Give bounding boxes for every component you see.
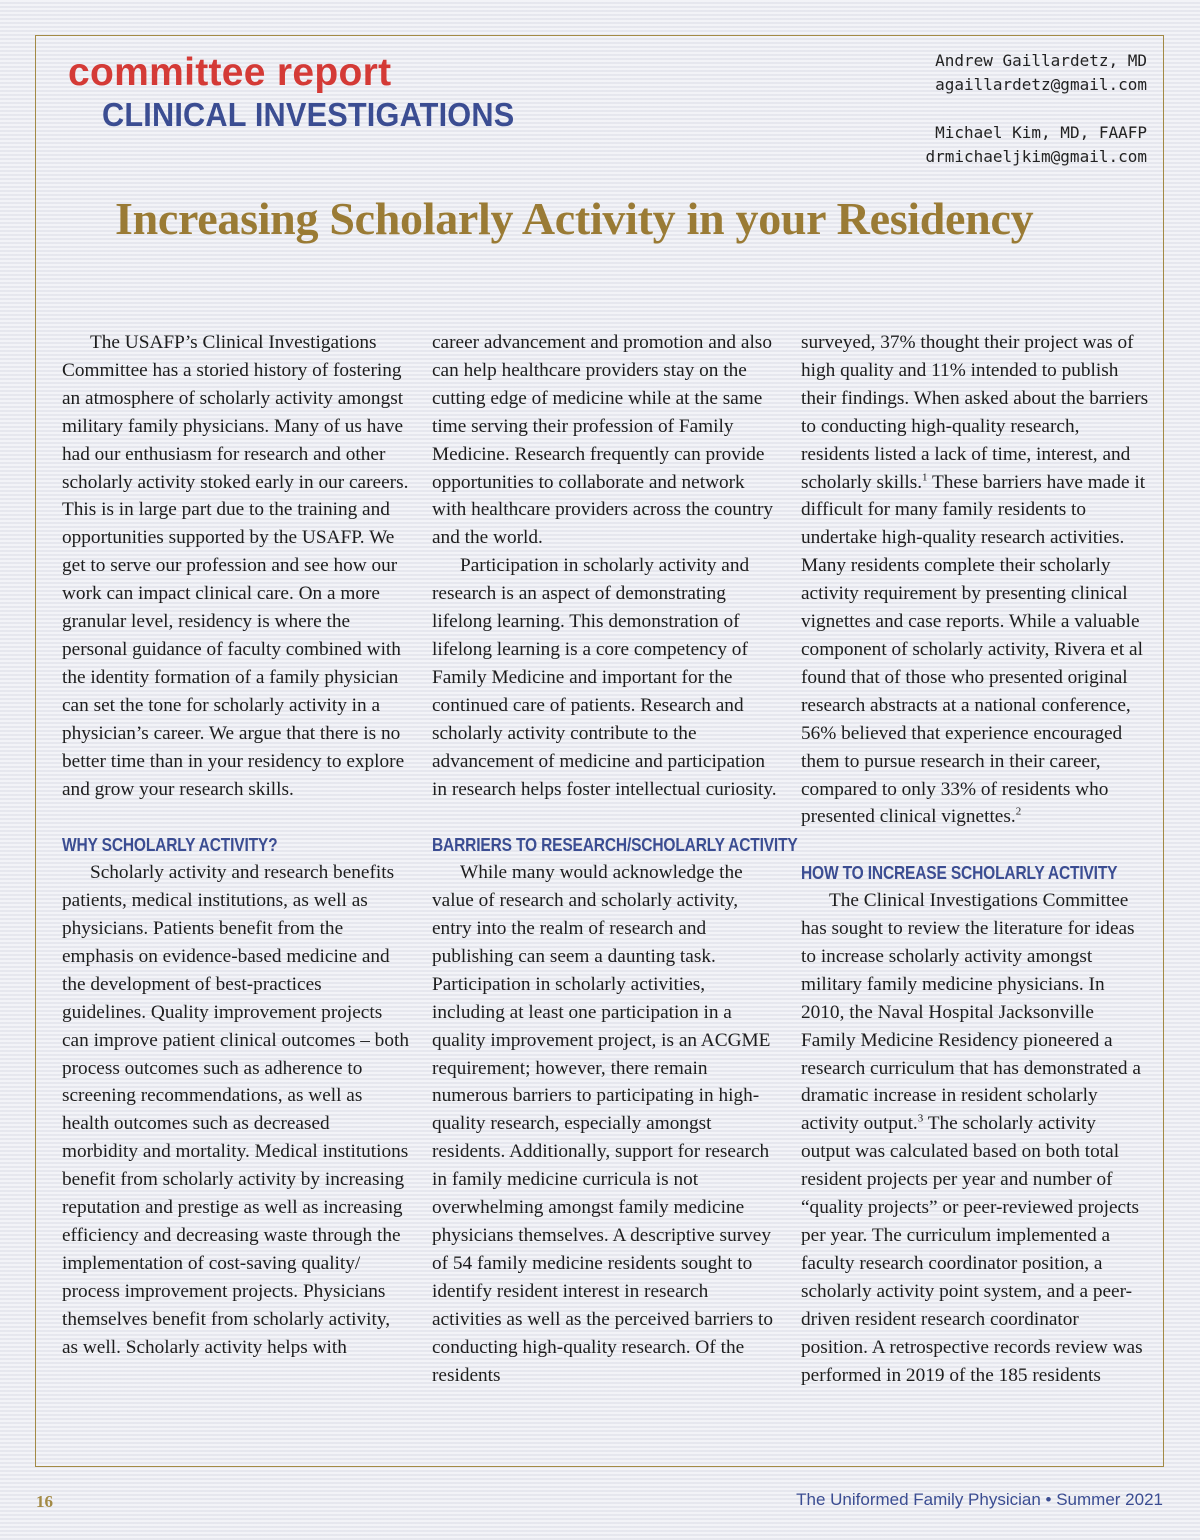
publication-footer: The Uniformed Family Physician • Summer 2021	[796, 1490, 1163, 1509]
author-2-name: Michael Kim, MD, FAAFP	[935, 123, 1147, 142]
lifelong-learning-paragraph: Participation in scholarly activity and research is an aspect of demonstrating lifelong learning. This demonstration of lifelong learning is a core competency of Family Medicine and important for the continued care of patients. Research and scholarly activity contribute to the advancement of medicine and participation in research helps foster intellectual curiosity.	[432, 555, 777, 800]
survey-text-b: These barriers have made it difficult for many family residents to undertake high-quality research activities. Many residents complete their scholarly activity requirement by presenting clinical vignettes and case reports. While a valuable component of scholarly activity, Rivera et al found that of those who presented original research abstracts at a national conference, 56% believed that experience encouraged them to pursue research in their career, compared to only 33% of residents who presented clinical vignettes.	[801, 471, 1146, 828]
column-1	[62, 329, 410, 1362]
reference-3: 3	[917, 1112, 924, 1125]
heading-how-to-increase: HOW TO INCREASE SCHOLARLY ACTIVITY	[801, 862, 1118, 884]
author-1-name: Andrew Gaillardetz, MD	[935, 51, 1147, 70]
column-2	[432, 329, 798, 1389]
column-3	[801, 329, 1149, 1389]
reference-2: 2	[1015, 805, 1022, 818]
continued-paragraph: career advancement and promotion and also can help healthcare providers stay on the cutting edge of medicine while at the same time serving their profession of Family Medicine. Research frequently can provide opportunities to collaborate and network with healthcare providers across the country and the world.	[432, 332, 774, 549]
author-block	[727, 49, 1147, 169]
author-2-email: drmichaeljkim@gmail.com	[925, 147, 1147, 166]
author-1	[727, 49, 1147, 97]
author-2	[727, 121, 1147, 169]
barriers-paragraph: While many would acknowledge the value of research and scholarly activity, entry into the realm of research and publishing can seem a daunting task. Participation in scholarly activities, including at least one participation in a quality improvement project, is an ACGME requirement; however, there remain numerous barriers to participating in high-quality research, especially amongst residents. Additionally, support for research in family medicine curricula is not overwhelming amongst family medicine physicians themselves. A descriptive survey of 54 family medicine residents sought to identify resident interest in research activities as well as the perceived barriers to conducting high-quality research. Of the residents	[432, 862, 774, 1386]
how-text-a: The Clinical Investigations Committee has sought to review the literature for ideas to increase scholarly activity amongst military family medicine physicians. In 2010, the Naval Hospital Jacksonville Family Medicine Residency pioneered a research curriculum that has demonstrated a dramatic increase in resident scholarly activity output.	[801, 890, 1141, 1135]
how-text-b: The scholarly activity output was calculated based on both total resident projects per year and number of “quality projects” or peer-reviewed projects per year. The curriculum implemented a faculty research coordinator position, a scholarly activity point system, and a peer-driven resident research coordinator position. A retrospective records review was performed in 2019 of the 185 residents	[801, 1113, 1143, 1386]
reference-1: 1	[922, 471, 928, 484]
survey-paragraph	[801, 329, 1149, 831]
why-paragraph: Scholarly activity and research benefits patients, medical institutions, as well as physicians. Patients benefit from the emphasis on evidence-based medicine and the development of best-practices guidelines. Quality improvement projects can improve patient clinical outcomes – both process outcomes such as adherence to screening recommendations, as well as health outcomes such as decreased morbidity and mortality. Medical institutions benefit from scholarly activity by increasing reputation and prestige as well as increasing efficiency and decreasing waste through the implementation of cost-saving quality/ process improvement projects. Physicians themselves benefit from scholarly activity, as well. Scholarly activity helps with	[62, 862, 409, 1358]
author-1-email: agaillardetz@gmail.com	[935, 75, 1147, 94]
committee-report-kicker: committee report	[68, 51, 392, 94]
heading-why-scholarly-activity: WHY SCHOLARLY ACTIVITY?	[62, 834, 278, 856]
page-number: 16	[36, 1492, 53, 1511]
heading-barriers: BARRIERS TO RESEARCH/SCHOLARLY ACTIVITY	[432, 834, 798, 856]
intro-paragraph: The USAFP’s Clinical Investigations Committee has a storied history of fostering an atmosphere of scholarly activity amongst military family physicians. Many of us have had our enthusiasm for research and other scholarly activity stoked early in our careers. This is in large part due to the training and opportunities supported by the USAFP. We get to serve our profession and see how our work can impact clinical care. On a more granular level, residency is where the personal guidance of faculty combined with the identity formation of a family physician can set the tone for scholarly activity in a physician’s career. We argue that there is no better time than in your residency to explore and grow your research skills.	[62, 332, 409, 800]
section-label: CLINICAL INVESTIGATIONS	[102, 96, 515, 133]
survey-text-a: surveyed, 37% thought their project was of high quality and 11% intended to publish their findings. When asked about the barriers to conducting high-quality research, residents listed a lack of time, interest, and scholarly skills.	[801, 332, 1149, 493]
article-title: Increasing Scholarly Activity in your Residency	[115, 193, 1034, 244]
how-paragraph	[801, 887, 1149, 1389]
